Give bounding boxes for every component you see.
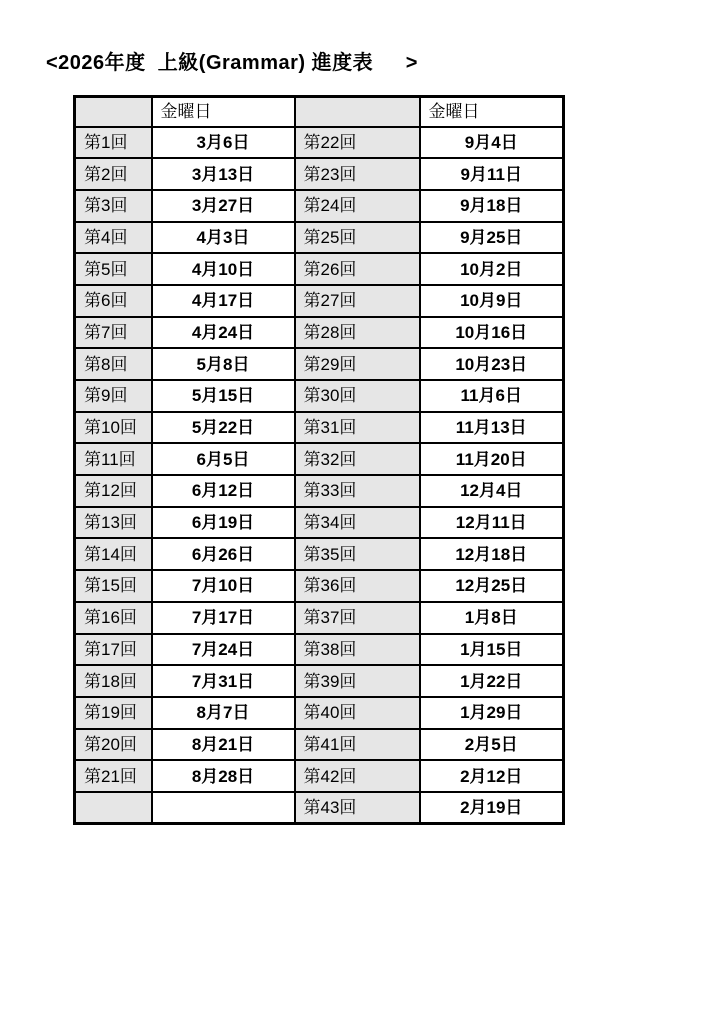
table-row [75,634,564,666]
date-cell: 9月11日 [420,158,564,190]
table-row [75,570,564,602]
table-row [75,380,564,412]
session-label-cell: 第35回 [295,538,420,570]
session-label-cell: 第12回 [75,475,152,507]
session-label-cell: 第10回 [75,412,152,444]
session-label-cell: 第41回 [295,729,420,761]
schedule-table-body [75,127,564,824]
session-label-cell: 第29回 [295,348,420,380]
date-cell: 6月12日 [152,475,295,507]
date-cell: 6月26日 [152,538,295,570]
date-cell: 11月6日 [420,380,564,412]
table-row [75,729,564,761]
table-row [75,158,564,190]
date-cell: 8月28日 [152,760,295,792]
date-cell: 1月29日 [420,697,564,729]
session-label-cell: 第6回 [75,285,152,317]
date-cell: 1月22日 [420,665,564,697]
session-label-cell: 第8回 [75,348,152,380]
session-label-cell: 第26回 [295,253,420,285]
table-row [75,697,564,729]
session-label-cell: 第31回 [295,412,420,444]
date-cell: 6月5日 [152,443,295,475]
session-label-cell: 第33回 [295,475,420,507]
session-label-cell: 第9回 [75,380,152,412]
date-cell: 12月11日 [420,507,564,539]
date-cell: 1月8日 [420,602,564,634]
table-row [75,317,564,349]
date-cell: 12月18日 [420,538,564,570]
date-cell: 9月4日 [420,127,564,159]
date-cell: 7月31日 [152,665,295,697]
date-cell: 3月13日 [152,158,295,190]
table-row [75,222,564,254]
date-cell: 3月6日 [152,127,295,159]
date-cell: 10月16日 [420,317,564,349]
table-row [75,127,564,159]
schedule-table [73,95,565,825]
table-row [75,190,564,222]
session-label-cell: 第13回 [75,507,152,539]
date-cell: 4月3日 [152,222,295,254]
table-row [75,285,564,317]
date-cell: 7月24日 [152,634,295,666]
table-row [75,792,564,824]
session-label-cell: 第23回 [295,158,420,190]
session-label-cell: 第17回 [75,634,152,666]
session-label-cell: 第15回 [75,570,152,602]
session-label-cell: 第37回 [295,602,420,634]
date-cell: 1月15日 [420,634,564,666]
header-friday-left: 金曜日 [152,97,295,127]
date-cell: 12月25日 [420,570,564,602]
session-label-cell: 第11回 [75,443,152,475]
date-cell: 9月25日 [420,222,564,254]
table-row [75,602,564,634]
table-row [75,253,564,285]
date-cell: 4月24日 [152,317,295,349]
header-empty-right [295,97,420,127]
session-label-cell: 第24回 [295,190,420,222]
date-cell: 8月21日 [152,729,295,761]
header-friday-right: 金曜日 [420,97,564,127]
session-label-cell [75,792,152,824]
session-label-cell: 第27回 [295,285,420,317]
session-label-cell: 第32回 [295,443,420,475]
session-label-cell: 第3回 [75,190,152,222]
table-row [75,348,564,380]
session-label-cell: 第19回 [75,697,152,729]
date-cell: 3月27日 [152,190,295,222]
date-cell: 4月17日 [152,285,295,317]
date-cell: 7月10日 [152,570,295,602]
session-label-cell: 第5回 [75,253,152,285]
session-label-cell: 第7回 [75,317,152,349]
table-row [75,760,564,792]
session-label-cell: 第20回 [75,729,152,761]
header-empty-left [75,97,152,127]
session-label-cell: 第43回 [295,792,420,824]
session-label-cell: 第40回 [295,697,420,729]
date-cell: 7月17日 [152,602,295,634]
date-cell [152,792,295,824]
date-cell: 4月10日 [152,253,295,285]
date-cell: 2月12日 [420,760,564,792]
session-label-cell: 第25回 [295,222,420,254]
date-cell: 2月19日 [420,792,564,824]
date-cell: 10月2日 [420,253,564,285]
date-cell: 6月19日 [152,507,295,539]
session-label-cell: 第2回 [75,158,152,190]
date-cell: 11月20日 [420,443,564,475]
session-label-cell: 第39回 [295,665,420,697]
session-label-cell: 第14回 [75,538,152,570]
date-cell: 10月23日 [420,348,564,380]
date-cell: 5月15日 [152,380,295,412]
session-label-cell: 第4回 [75,222,152,254]
session-label-cell: 第16回 [75,602,152,634]
date-cell: 8月7日 [152,697,295,729]
date-cell: 11月13日 [420,412,564,444]
table-row [75,665,564,697]
session-label-cell: 第22回 [295,127,420,159]
session-label-cell: 第34回 [295,507,420,539]
session-label-cell: 第1回 [75,127,152,159]
date-cell: 12月4日 [420,475,564,507]
date-cell: 9月18日 [420,190,564,222]
table-row [75,475,564,507]
session-label-cell: 第21回 [75,760,152,792]
table-header-row [75,97,564,127]
table-row [75,538,564,570]
session-label-cell: 第30回 [295,380,420,412]
session-label-cell: 第42回 [295,760,420,792]
date-cell: 10月9日 [420,285,564,317]
table-row [75,443,564,475]
date-cell: 5月8日 [152,348,295,380]
page-title: <2026年度 上級(Grammar) 進度表 > [46,52,418,74]
session-label-cell: 第28回 [295,317,420,349]
date-cell: 5月22日 [152,412,295,444]
session-label-cell: 第18回 [75,665,152,697]
session-label-cell: 第36回 [295,570,420,602]
table-row [75,412,564,444]
session-label-cell: 第38回 [295,634,420,666]
date-cell: 2月5日 [420,729,564,761]
table-row [75,507,564,539]
